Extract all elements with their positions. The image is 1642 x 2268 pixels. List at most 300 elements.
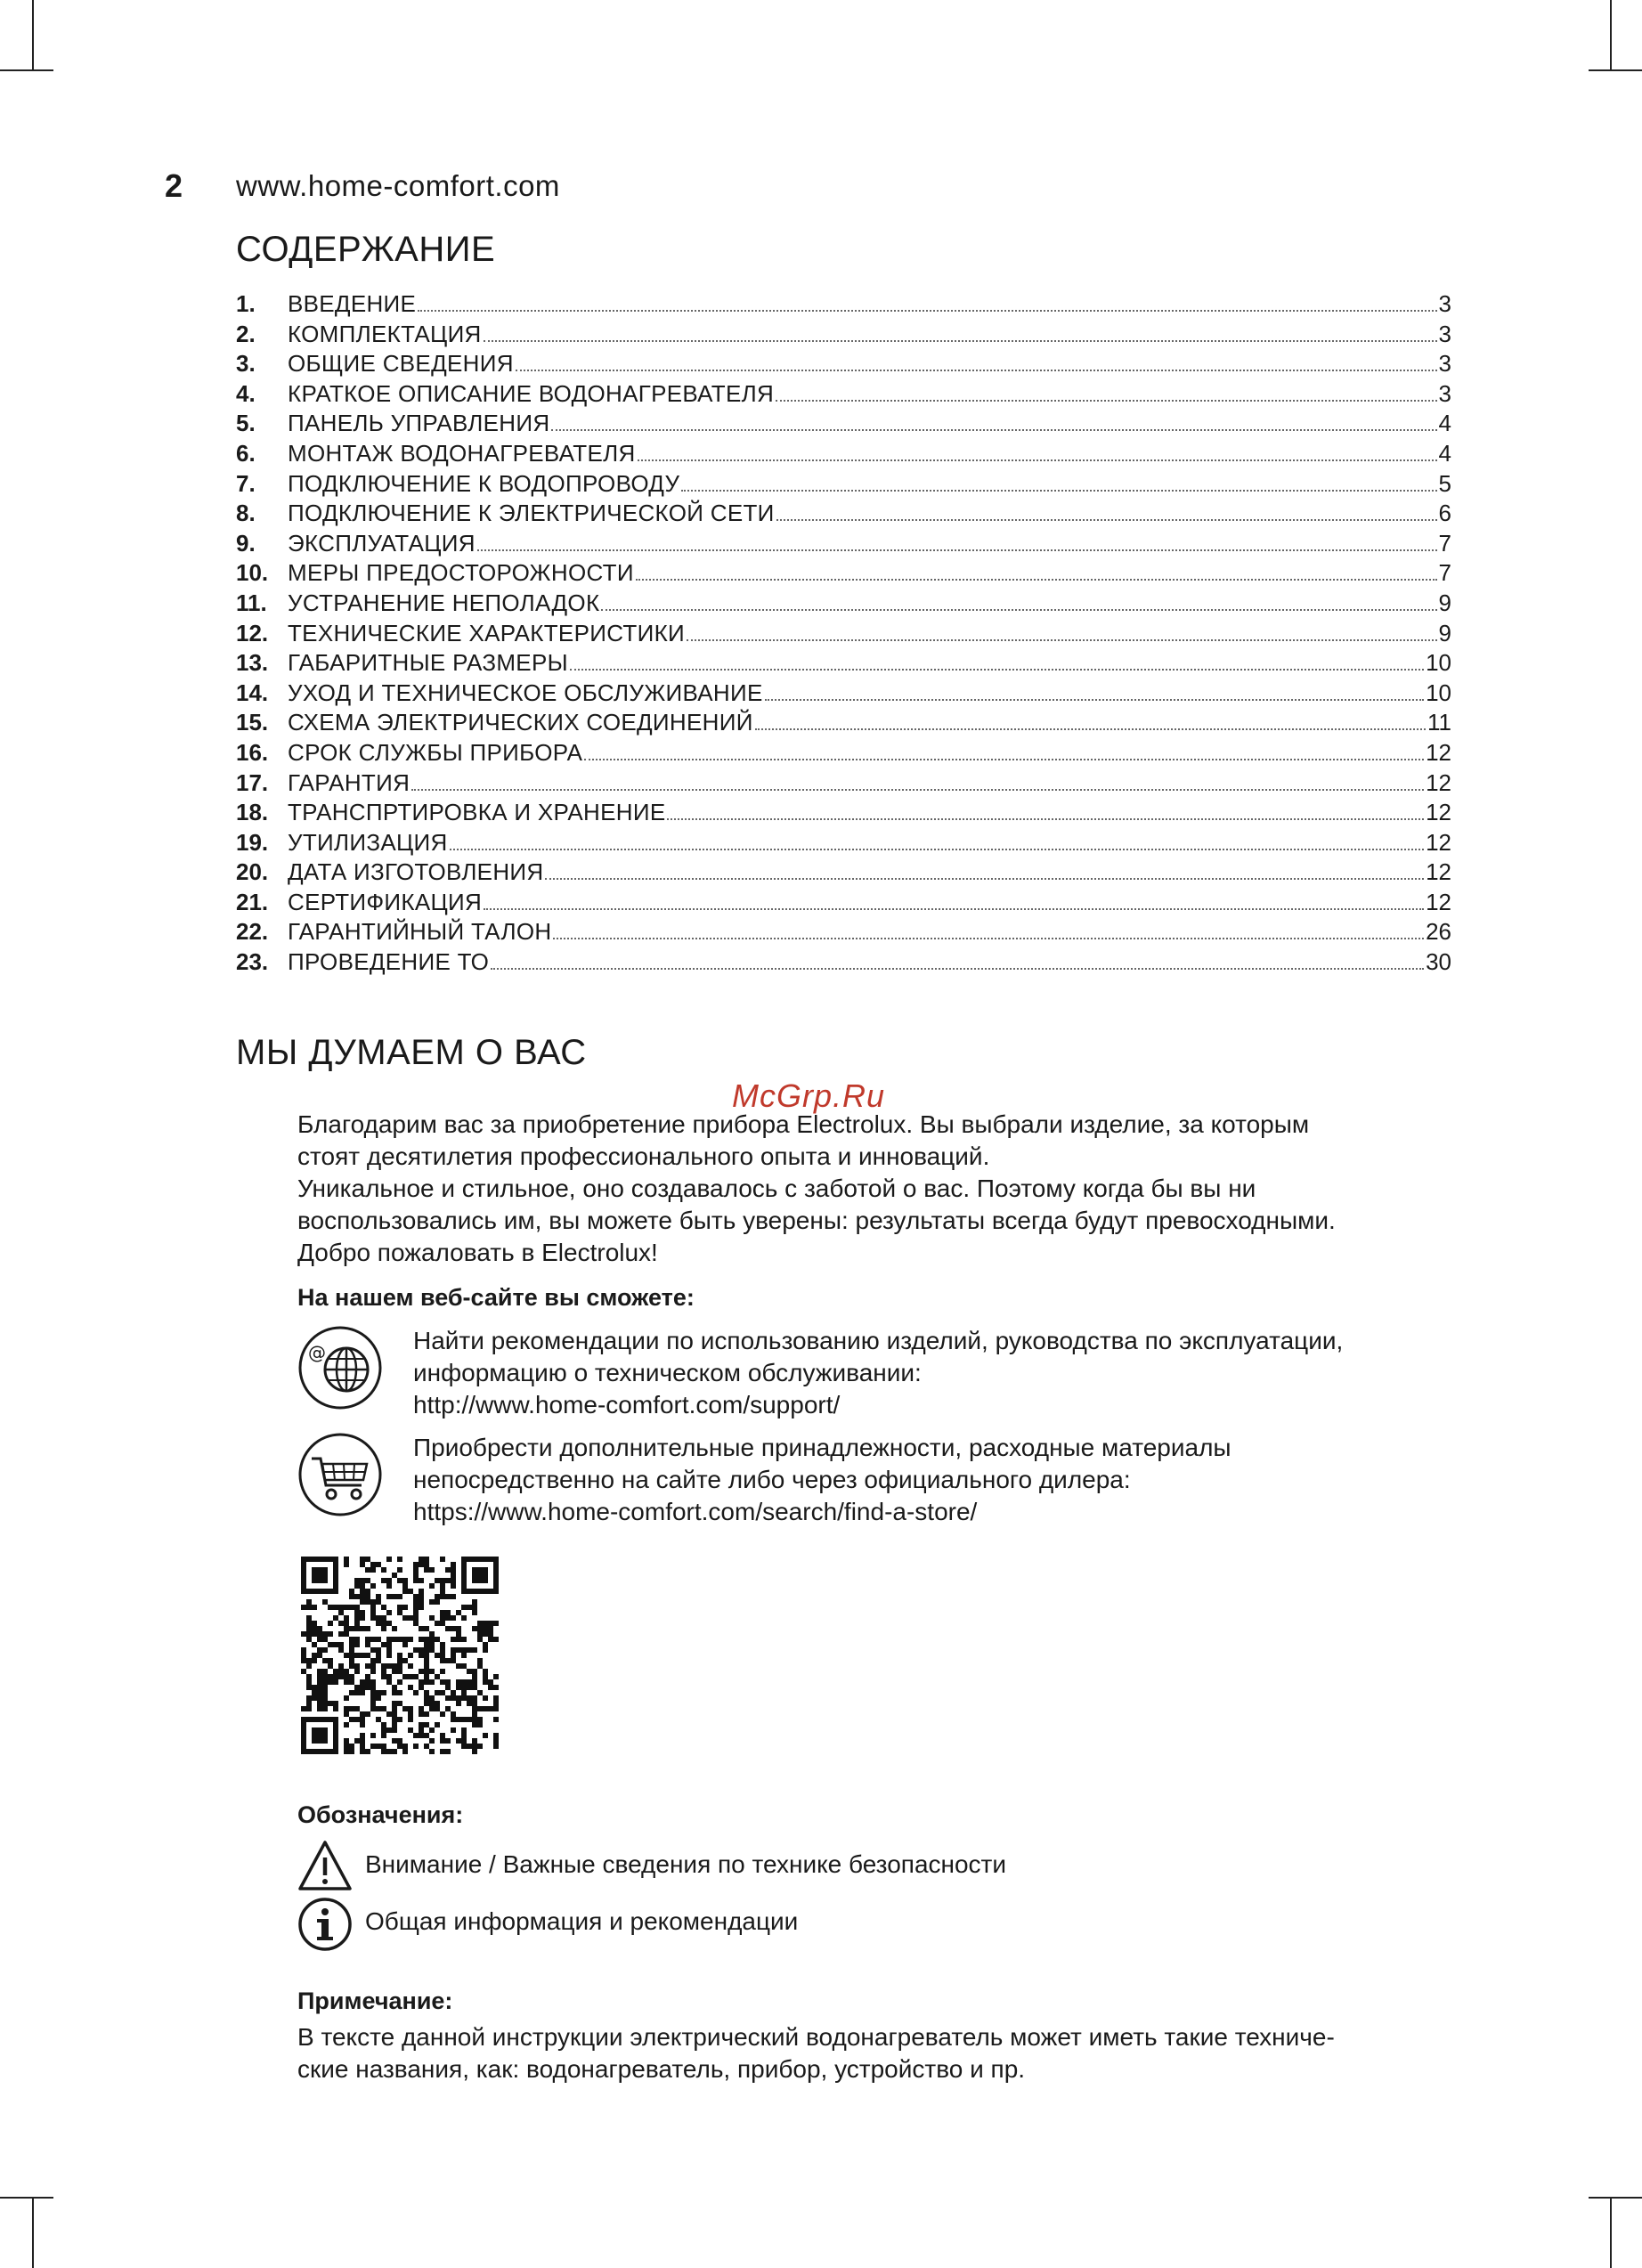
qr-module <box>461 1695 467 1701</box>
qr-module <box>354 1669 360 1674</box>
qr-module <box>333 1679 338 1685</box>
qr-module <box>461 1717 467 1722</box>
qr-module <box>376 1637 381 1642</box>
qr-module <box>392 1594 397 1599</box>
qr-module <box>360 1583 365 1589</box>
qr-module <box>386 1727 392 1733</box>
qr-module <box>344 1722 349 1727</box>
toc-item[interactable] <box>236 350 1451 380</box>
qr-module <box>413 1621 419 1626</box>
qr-module <box>472 1573 477 1578</box>
qr-module <box>472 1557 477 1562</box>
toc-item[interactable] <box>236 321 1451 351</box>
qr-module <box>477 1621 483 1626</box>
qr-module <box>317 1589 322 1594</box>
qr-module <box>344 1621 349 1626</box>
qr-module <box>312 1749 317 1754</box>
toc-page: 3 <box>1438 379 1451 407</box>
qr-module <box>365 1653 370 1658</box>
qr-module <box>370 1583 376 1589</box>
qr-module <box>338 1621 344 1626</box>
qr-module <box>483 1573 488 1578</box>
toc-label: ТРАНСПРТИРОВКА И ХРАНЕНИЕ <box>288 799 666 826</box>
qr-module <box>392 1685 397 1690</box>
toc-item[interactable] <box>236 889 1451 919</box>
qr-module <box>413 1567 419 1573</box>
qr-module <box>467 1695 472 1701</box>
qr-module <box>322 1717 328 1722</box>
qr-module <box>408 1663 413 1669</box>
qr-module <box>333 1642 338 1647</box>
qr-module <box>424 1722 429 1727</box>
toc-item[interactable] <box>236 649 1451 679</box>
qr-module <box>461 1738 467 1744</box>
toc-page: 12 <box>1426 828 1451 856</box>
qr-module <box>365 1589 370 1594</box>
table-of-contents <box>236 290 1451 979</box>
qr-module <box>370 1658 376 1663</box>
qr-module <box>312 1605 317 1610</box>
qr-module <box>392 1749 397 1754</box>
qr-module <box>370 1663 376 1669</box>
qr-module <box>301 1583 306 1589</box>
qr-module <box>467 1605 472 1610</box>
store-link[interactable]: https://www.home-comfort.com/search/find-a-store/ <box>413 1498 978 1525</box>
qr-module <box>360 1679 365 1685</box>
qr-module <box>386 1557 392 1562</box>
toc-item[interactable] <box>236 530 1451 560</box>
qr-module <box>365 1637 370 1642</box>
qr-module <box>344 1557 349 1562</box>
qr-module <box>312 1626 317 1631</box>
toc-leader <box>601 609 1436 611</box>
qr-module <box>461 1727 467 1733</box>
toc-label: ПОДКЛЮЧЕНИЕ К ВОДОПРОВОДУ <box>288 469 680 497</box>
qr-module <box>445 1749 451 1754</box>
qr-module <box>386 1578 392 1583</box>
qr-module <box>392 1711 397 1717</box>
qr-module <box>408 1685 413 1690</box>
toc-page: 3 <box>1438 350 1451 378</box>
toc-leader <box>776 400 1436 402</box>
qr-module <box>322 1733 328 1738</box>
toc-item[interactable] <box>236 679 1451 710</box>
qr-module <box>365 1642 370 1647</box>
qr-module <box>322 1599 328 1605</box>
qr-module <box>402 1642 408 1647</box>
qr-module <box>370 1605 376 1610</box>
qr-module <box>392 1573 397 1578</box>
qr-module <box>322 1706 328 1711</box>
toc-item[interactable] <box>236 739 1451 769</box>
qr-module <box>360 1589 365 1594</box>
qr-module <box>435 1706 440 1711</box>
toc-number: 2. <box>236 320 256 347</box>
qr-module <box>402 1615 408 1621</box>
toc-item[interactable] <box>236 380 1451 411</box>
toc-leader <box>570 669 1424 671</box>
qr-module <box>456 1738 461 1744</box>
qr-module <box>354 1637 360 1642</box>
qr-module <box>349 1626 354 1631</box>
qr-module <box>301 1653 306 1658</box>
qr-module <box>349 1642 354 1647</box>
qr-module <box>477 1706 483 1711</box>
qr-module <box>354 1706 360 1711</box>
qr-module <box>317 1695 322 1701</box>
qr-module <box>365 1626 370 1631</box>
toc-item[interactable] <box>236 829 1451 859</box>
qr-module <box>333 1717 338 1722</box>
qr-module <box>301 1573 306 1578</box>
qr-module <box>477 1589 483 1594</box>
qr-module <box>461 1583 467 1589</box>
toc-number: 12. <box>236 619 269 646</box>
qr-module <box>360 1578 365 1583</box>
qr-module <box>370 1562 376 1567</box>
qr-module <box>429 1738 435 1744</box>
support-link[interactable]: http://www.home-comfort.com/support/ <box>413 1391 841 1419</box>
qr-module <box>493 1562 499 1567</box>
toc-leader <box>491 968 1424 970</box>
qr-module <box>349 1674 354 1679</box>
qr-module <box>477 1744 483 1749</box>
qr-module <box>349 1717 354 1722</box>
toc-leader <box>765 699 1424 701</box>
qr-module <box>472 1679 477 1685</box>
qr-module <box>440 1711 445 1717</box>
legend-warning-text: Внимание / Важные сведения по технике безопасности <box>365 1850 1007 1878</box>
qr-module <box>456 1679 461 1685</box>
qr-module <box>472 1674 477 1679</box>
toc-item[interactable] <box>236 470 1451 500</box>
qr-module <box>472 1578 477 1583</box>
qr-module <box>472 1567 477 1573</box>
qr-module <box>301 1567 306 1573</box>
watermark: McGrp.Ru <box>732 1077 886 1114</box>
toc-leader <box>681 490 1436 492</box>
qr-module <box>429 1599 435 1605</box>
toc-label: УХОД И ТЕХНИЧЕСКОЕ ОБСЛУЖИВАНИЕ <box>288 679 763 706</box>
qr-module <box>306 1631 312 1637</box>
qr-module <box>451 1690 456 1695</box>
qr-module <box>456 1701 461 1706</box>
qr-module <box>333 1738 338 1744</box>
toc-item[interactable] <box>236 440 1451 470</box>
qr-module <box>440 1749 445 1754</box>
qr-module <box>429 1749 435 1754</box>
toc-number: 3. <box>236 350 256 378</box>
qr-module <box>488 1589 493 1594</box>
toc-page: 30 <box>1426 948 1451 976</box>
qr-module <box>461 1663 467 1669</box>
qr-module <box>370 1679 376 1685</box>
qr-module <box>376 1706 381 1711</box>
toc-leader <box>545 878 1424 880</box>
qr-module <box>397 1610 402 1615</box>
qr-module <box>392 1669 397 1674</box>
toc-item[interactable] <box>236 559 1451 589</box>
toc-number: 14. <box>236 679 269 706</box>
qr-module <box>472 1711 477 1717</box>
qr-module <box>413 1605 419 1610</box>
qr-module <box>349 1605 354 1610</box>
qr-module <box>333 1744 338 1749</box>
toc-label: УТИЛИЗАЦИЯ <box>288 828 448 856</box>
qr-module <box>451 1695 456 1701</box>
qr-module <box>333 1573 338 1578</box>
qr-module <box>445 1610 451 1615</box>
qr-module <box>413 1594 419 1599</box>
qr-module <box>408 1615 413 1621</box>
qr-module <box>317 1685 322 1690</box>
qr-module <box>477 1578 483 1583</box>
qr-module <box>381 1669 386 1674</box>
qr-module <box>386 1621 392 1626</box>
qr-module <box>306 1605 312 1610</box>
qr-module <box>451 1711 456 1717</box>
qr-module <box>381 1727 386 1733</box>
qr-module <box>338 1631 344 1637</box>
qr-module <box>360 1733 365 1738</box>
intro-line: Уникальное и стильное, оно создавалось с заботой о вас. Поэтому когда бы вы ни <box>297 1175 1256 1202</box>
qr-module <box>381 1706 386 1711</box>
qr-module <box>493 1557 499 1562</box>
qr-module <box>435 1690 440 1695</box>
qr-module <box>312 1717 317 1722</box>
qr-module <box>306 1599 312 1605</box>
toc-label: СРОК СЛУЖБЫ ПРИБОРА <box>288 738 583 766</box>
qr-module <box>424 1679 429 1685</box>
qr-module <box>483 1578 488 1583</box>
cart-icon <box>297 1432 383 1522</box>
qr-module <box>365 1685 370 1690</box>
qr-module <box>419 1685 424 1690</box>
toc-item[interactable] <box>236 918 1451 948</box>
qr-module <box>424 1701 429 1706</box>
toc-label: ЭКСПЛУАТАЦИЯ <box>288 529 476 557</box>
qr-module <box>386 1647 392 1653</box>
qr-module <box>322 1589 328 1594</box>
intro-line: Благодарим вас за приобретение прибора Electrolux. Вы выбрали изделие, за которым <box>297 1110 1310 1138</box>
qr-module <box>397 1567 402 1573</box>
qr-module <box>472 1717 477 1722</box>
qr-module <box>483 1695 488 1701</box>
qr-module <box>344 1738 349 1744</box>
qr-module <box>312 1642 317 1647</box>
qr-module <box>376 1599 381 1605</box>
qr-module <box>467 1669 472 1674</box>
qr-module <box>344 1674 349 1679</box>
qr-module <box>349 1589 354 1594</box>
crop-mark <box>1610 0 1612 71</box>
qr-module <box>306 1749 312 1754</box>
toc-label: ОБЩИЕ СВЕДЕНИЯ <box>288 350 514 378</box>
qr-module <box>467 1557 472 1562</box>
qr-module <box>397 1738 402 1744</box>
qr-module <box>322 1701 328 1706</box>
qr-module <box>386 1653 392 1658</box>
qr-module <box>333 1749 338 1754</box>
qr-module <box>344 1744 349 1749</box>
toc-label: ГАБАРИТНЫЕ РАЗМЕРЫ <box>288 649 568 677</box>
qr-module <box>429 1642 435 1647</box>
qr-module <box>424 1695 429 1701</box>
toc-number: 19. <box>236 828 269 856</box>
store-text <box>413 1432 1455 1528</box>
qr-module <box>493 1695 499 1701</box>
qr-module <box>419 1653 424 1658</box>
qr-module <box>419 1557 424 1562</box>
qr-module <box>472 1701 477 1706</box>
qr-module <box>493 1578 499 1583</box>
qr-module <box>360 1744 365 1749</box>
qr-module <box>392 1663 397 1669</box>
qr-module <box>301 1733 306 1738</box>
qr-module <box>338 1669 344 1674</box>
qr-module <box>493 1733 499 1738</box>
qr-module <box>429 1727 435 1733</box>
qr-module <box>413 1610 419 1615</box>
toc-item[interactable] <box>236 709 1451 739</box>
qr-module <box>493 1701 499 1706</box>
qr-module <box>317 1626 322 1631</box>
qr-module <box>317 1567 322 1573</box>
support-line: информацию о техническом обслуживании: <box>413 1359 922 1386</box>
qr-module <box>451 1626 456 1631</box>
qr-module <box>483 1647 488 1653</box>
qr-module <box>419 1679 424 1685</box>
toc-item[interactable] <box>236 410 1451 440</box>
qr-module <box>381 1621 386 1626</box>
qr-module <box>440 1647 445 1653</box>
qr-module <box>360 1626 365 1631</box>
qr-module <box>440 1615 445 1621</box>
qr-module <box>440 1642 445 1647</box>
qr-module <box>461 1690 467 1695</box>
qr-module <box>328 1674 333 1679</box>
qr-module <box>370 1599 376 1605</box>
qr-module <box>392 1637 397 1642</box>
qr-module <box>312 1685 317 1690</box>
qr-module <box>419 1669 424 1674</box>
qr-module <box>456 1637 461 1642</box>
qr-module <box>381 1626 386 1631</box>
toc-page: 12 <box>1426 799 1451 826</box>
toc-item[interactable] <box>236 858 1451 889</box>
qr-module <box>333 1706 338 1711</box>
qr-module <box>424 1711 429 1717</box>
toc-item[interactable] <box>236 290 1451 321</box>
toc-item[interactable] <box>236 589 1451 620</box>
qr-module <box>435 1621 440 1626</box>
qr-module <box>402 1749 408 1754</box>
intro-line: стоят десятилетия профессионального опыта и инноваций. <box>297 1142 990 1170</box>
qr-module <box>381 1674 386 1679</box>
qr-module <box>402 1658 408 1663</box>
qr-module <box>365 1594 370 1599</box>
qr-module <box>381 1567 386 1573</box>
crop-mark <box>1589 69 1642 71</box>
qr-module <box>408 1727 413 1733</box>
toc-number: 5. <box>236 410 256 437</box>
toc-leader <box>516 370 1437 371</box>
qr-module <box>349 1653 354 1658</box>
qr-module <box>456 1685 461 1690</box>
qr-module <box>344 1695 349 1701</box>
qr-module <box>413 1733 419 1738</box>
qr-module <box>354 1605 360 1610</box>
qr-module <box>424 1567 429 1573</box>
qr-module <box>322 1567 328 1573</box>
toc-leader <box>477 549 1437 551</box>
qr-module <box>477 1722 483 1727</box>
toc-item[interactable] <box>236 799 1451 829</box>
toc-item[interactable] <box>236 500 1451 530</box>
qr-module <box>461 1637 467 1642</box>
qr-module <box>344 1711 349 1717</box>
qr-module <box>322 1749 328 1754</box>
qr-module <box>386 1749 392 1754</box>
qr-module <box>344 1615 349 1621</box>
qr-module <box>456 1663 461 1669</box>
qr-module <box>413 1573 419 1578</box>
qr-module <box>349 1647 354 1653</box>
qr-module <box>461 1647 467 1653</box>
qr-module <box>461 1573 467 1578</box>
qr-module <box>488 1626 493 1631</box>
qr-module <box>445 1738 451 1744</box>
qr-module <box>397 1701 402 1706</box>
crop-mark <box>0 2197 53 2199</box>
toc-number: 9. <box>236 529 256 557</box>
qr-module <box>461 1578 467 1583</box>
toc-leader <box>450 849 1424 850</box>
qr-module <box>306 1706 312 1711</box>
qr-module <box>376 1690 381 1695</box>
qr-module <box>397 1637 402 1642</box>
qr-module <box>419 1647 424 1653</box>
toc-leader <box>638 459 1437 461</box>
qr-code[interactable] <box>301 1557 499 1759</box>
toc-item[interactable] <box>236 948 1451 979</box>
toc-leader <box>687 639 1437 641</box>
qr-module <box>397 1658 402 1663</box>
toc-number: 20. <box>236 858 269 886</box>
qr-module <box>402 1744 408 1749</box>
qr-module <box>333 1578 338 1583</box>
qr-module <box>419 1711 424 1717</box>
qr-module <box>301 1738 306 1744</box>
qr-module <box>301 1557 306 1562</box>
qr-module <box>317 1573 322 1578</box>
qr-module <box>483 1589 488 1594</box>
qr-module <box>472 1695 477 1701</box>
toc-item[interactable] <box>236 620 1451 650</box>
qr-module <box>381 1722 386 1727</box>
qr-module <box>424 1647 429 1653</box>
qr-module <box>477 1557 483 1562</box>
qr-module <box>424 1557 429 1562</box>
qr-module <box>461 1685 467 1690</box>
qr-module <box>301 1605 306 1610</box>
qr-module <box>419 1605 424 1610</box>
toc-item[interactable] <box>236 769 1451 800</box>
qr-module <box>370 1615 376 1621</box>
qr-module <box>349 1706 354 1711</box>
qr-module <box>333 1562 338 1567</box>
toc-page: 3 <box>1438 290 1451 317</box>
